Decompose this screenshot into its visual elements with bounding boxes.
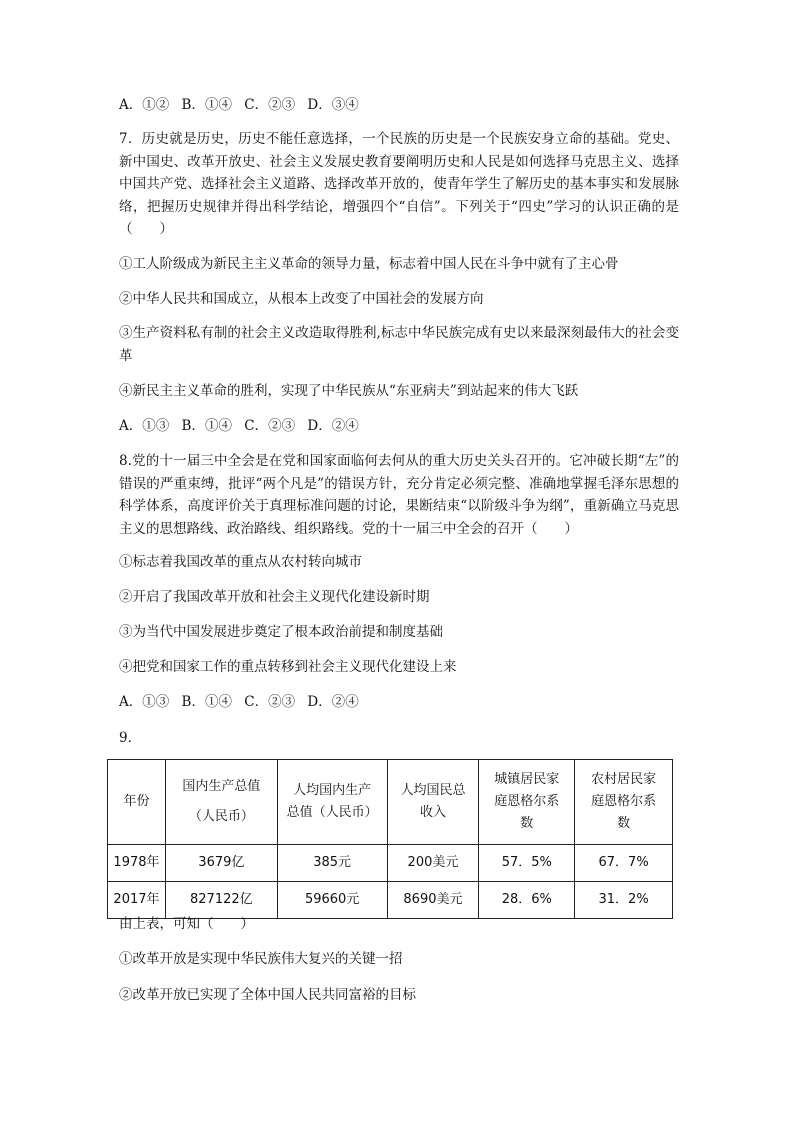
q9-item-2: ②改革开放已实现了全体中国人民共同富裕的目标 bbox=[119, 987, 416, 1003]
table-cell: 3679亿 bbox=[165, 845, 277, 882]
table-cell: 200美元 bbox=[387, 845, 479, 882]
q7-item-2: ②中华人民共和国成立，从根本上改变了中国社会的发展方向 bbox=[119, 291, 484, 307]
header-rural-engel: 农村居民家 庭恩格尔系 数 bbox=[575, 760, 673, 845]
table-cell: 28．6% bbox=[479, 882, 575, 919]
q8-item-3: ③为当代中国发展进步奠定了根本政治前提和制度基础 bbox=[119, 624, 443, 640]
q7-stem: 7．历史就是历史，历史不能任意选择，一个民族的历史是一个民族安身立命的基础。党史、新中国史、改革开放史、社会主义发展史教育要阐明历史和人民是如何选择马克思主义、选择中国共产党、选择社会主义道路、选择改革开放的，使青年学生了解历史的基本事实和发展脉络，把握历史规律并得出科学结论，增强四个“自信”。下列关于“四史”学习的认识正确的是（ ） bbox=[119, 131, 679, 237]
q8-options bbox=[119, 691, 367, 713]
header-year: 年份 bbox=[108, 760, 166, 845]
table-cell: 385元 bbox=[277, 845, 387, 882]
q6-option-d: D．③④ bbox=[307, 97, 359, 113]
q8-stem: 8.党的十一届三中全会是在党和国家面临何去何从的重大历史关头召开的。它冲破长期“左”的错误的严重束缚，批评“两个凡是”的错误方针，充分肯定必须完整、准确地掌握毛泽东思想的科学体系，高度评价关于真理标准问题的讨论，果断结束“以阶级斗争为纲”，重新确立马克思主义的思想路线、政治路线、组织路线。党的十一届三中全会的召开（ ） bbox=[119, 453, 679, 537]
q7-item-4: ④新民主主义革命的胜利，实现了中华民族从“东亚病夫”到站起来的伟大飞跃 bbox=[119, 383, 579, 399]
q8-item-2: ②开启了我国改革开放和社会主义现代化建设新时期 bbox=[119, 589, 430, 605]
table-cell: 1978年 bbox=[108, 845, 166, 882]
q7-options bbox=[119, 415, 367, 437]
table-header-row bbox=[108, 760, 673, 845]
q8-item-4: ④把党和国家工作的重点转移到社会主义现代化建设上来 bbox=[119, 659, 457, 675]
header-urban-engel: 城镇居民家 庭恩格尔系 数 bbox=[479, 760, 575, 845]
q7-item-3: ③生产资料私有制的社会主义改造取得胜利,标志中华民族完成有史以来最深刻最伟大的社会变革 bbox=[119, 325, 679, 364]
q9-prompt: 由上表，可知（ ） bbox=[119, 916, 254, 932]
q8-option-b: B．①④ bbox=[181, 694, 232, 710]
q7-option-b: B．①④ bbox=[181, 418, 232, 434]
q6-option-b: B．①④ bbox=[181, 97, 232, 113]
header-gdp: 国内生产总值 （人民币） bbox=[165, 760, 277, 845]
q8-option-d: D．②④ bbox=[307, 694, 359, 710]
table-cell: 31．2% bbox=[575, 882, 673, 919]
table-cell: 8690美元 bbox=[387, 882, 479, 919]
header-gdp-per-capita: 人均国内生产 总值（人民币） bbox=[277, 760, 387, 845]
q6-option-a: A．①② bbox=[119, 97, 170, 113]
q8-option-a: A．①③ bbox=[119, 694, 170, 710]
header-gni-per-capita: 人均国民总 收入 bbox=[387, 760, 479, 845]
q6-options bbox=[119, 94, 367, 116]
q8-item-1: ①标志着我国改革的重点从农村转向城市 bbox=[119, 554, 362, 570]
q7-item-1: ①工人阶级成为新民主主义革命的领导力量，标志着中国人民在斗争中就有了主心骨 bbox=[119, 256, 619, 272]
q7-option-a: A．①③ bbox=[119, 418, 170, 434]
economic-data-table bbox=[107, 759, 673, 919]
q8-option-c: C．②③ bbox=[244, 694, 296, 710]
q7-option-c: C．②③ bbox=[244, 418, 296, 434]
table-cell: 57．5% bbox=[479, 845, 575, 882]
table-cell: 2017年 bbox=[108, 882, 166, 919]
table-row bbox=[108, 845, 673, 882]
q6-option-c: C．②③ bbox=[244, 97, 296, 113]
q9-item-1: ①改革开放是实现中华民族伟大复兴的关键一招 bbox=[119, 951, 403, 967]
table-cell: 827122亿 bbox=[165, 882, 277, 919]
q7-option-d: D．②④ bbox=[307, 418, 359, 434]
table-cell: 67．7% bbox=[575, 845, 673, 882]
table-cell: 59660元 bbox=[277, 882, 387, 919]
q9-number: 9． bbox=[119, 730, 142, 746]
